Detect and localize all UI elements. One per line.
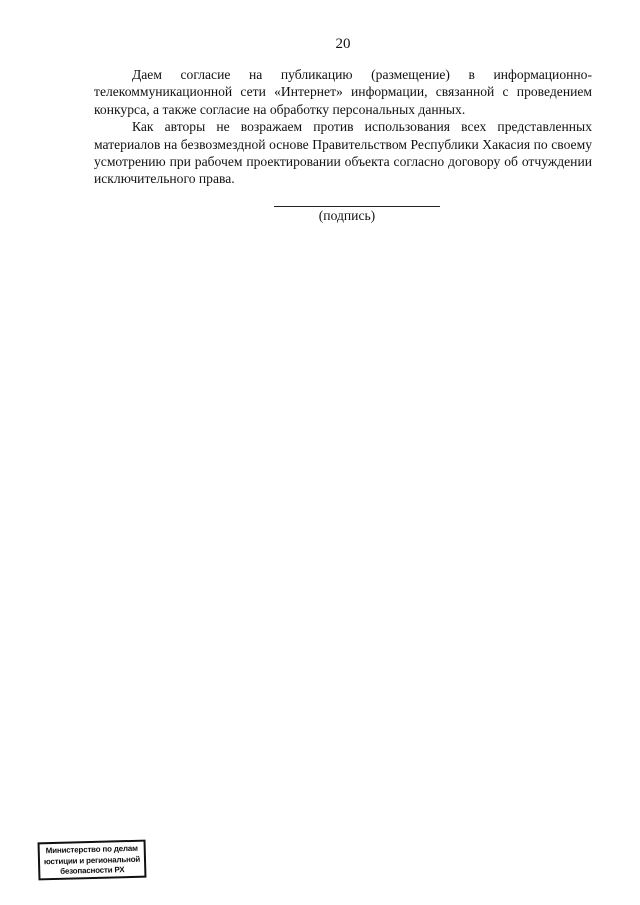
stamp-line: безопасности РХ (60, 865, 125, 876)
signature-caption: (подпись) (318, 208, 376, 223)
page-number: 20 (335, 36, 351, 52)
document-body (94, 66, 592, 188)
stamp-line: юстиции и региональной (43, 854, 141, 866)
stamp-line: Министерство по делам (45, 843, 138, 856)
ministry-stamp (38, 840, 147, 881)
paragraph-consent: Даем согласие на публикацию (размещение) в информационно-телекоммуникационной сети «Интернет» информации, связанной с проведением конкурса, а также согласие на обработку персональных данных. (94, 67, 592, 117)
signature-line (274, 206, 440, 207)
paragraph-authors: Как авторы не возражаем против использования всех представленных материалов на безвозмездной основе Правительством Республики Хакасия по своему усмотрению при рабочем проектировании объекта согласно договору об отчуждении исключительного права. (94, 119, 592, 187)
